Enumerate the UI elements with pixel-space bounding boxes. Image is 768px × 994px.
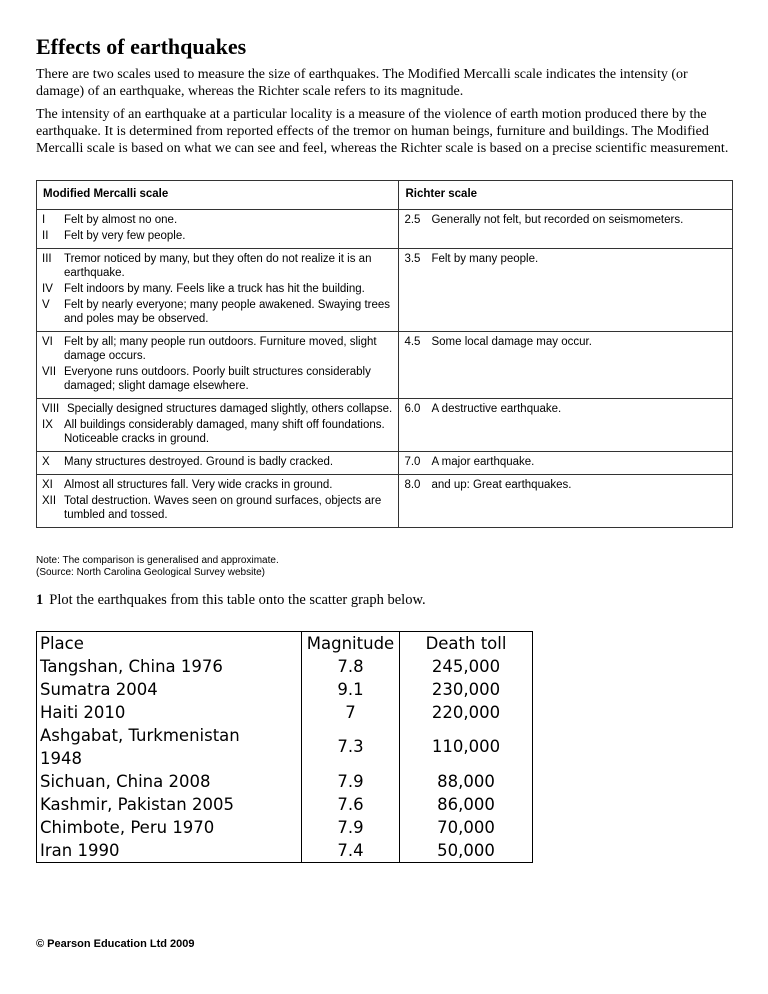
earthquake-place: Kashmir, Pakistan 2005 [40,795,234,814]
richter-description: Felt by many people. [431,253,539,265]
place-column [40,655,301,862]
earthquake-magnitude: 7.9 [337,818,364,837]
richter-cell [399,452,733,475]
richter-level [404,335,727,349]
earthquake-table [36,631,533,863]
mercalli-cell [37,210,399,249]
richter-level [404,213,727,227]
mercalli-level-number: VIII [42,403,60,415]
mercalli-level [42,229,393,243]
mercalli-level-number: XI [42,479,53,491]
mercalli-level-description: Everyone runs outdoors. Poorly built structures considerably damaged; slight damage elsewhere. [64,366,371,392]
richter-cell [399,249,733,332]
mercalli-cell [37,332,399,399]
richter-value: 6.0 [404,403,421,415]
earthquake-place: Ashgabat, Turkmenistan 1948 [40,726,240,768]
scale-row [37,249,733,332]
page-title: Effects of earthquakes [36,34,247,59]
earthquake-death-toll: 245,000 [431,657,501,676]
earthquake-death-toll: 86,000 [437,795,495,814]
scale-table-body [37,210,733,528]
richter-value: 2.5 [404,214,421,226]
magnitude-header: Magnitude [306,634,395,653]
mercalli-level [42,494,393,522]
earthquake-place: Sumatra 2004 [40,680,158,699]
mercalli-level-number: IX [42,419,53,431]
richter-cell [399,332,733,399]
richter-value: 7.0 [404,456,421,468]
mercalli-level-description: Felt by all; many people run outdoors. Furniture moved, slight damage occurs. [64,336,377,362]
mercalli-header: Modified Mercalli scale [37,181,399,210]
death-toll-column [400,655,532,862]
mercalli-level-description: Felt indoors by many. Feels like a truck has hit the building. [64,283,365,295]
magnitude-column [302,655,399,862]
richter-description: and up: Great earthquakes. [431,479,572,491]
mercalli-level-description: Total destruction. Waves seen on ground surfaces, objects are tumbled and tossed. [64,495,382,521]
mercalli-level-description: Felt by very few people. [64,230,186,242]
mercalli-cell [37,452,399,475]
mercalli-level-description: Felt by nearly everyone; many people awakened. Swaying trees and poles may be observed. [64,299,391,325]
mercalli-level-number: VII [42,366,57,378]
earthquake-death-toll: 110,000 [431,737,501,756]
richter-description: Some local damage may occur. [431,336,592,348]
mercalli-level [42,298,393,326]
mercalli-level [42,213,393,227]
scale-row [37,475,733,528]
mercalli-cell [37,475,399,528]
earthquake-magnitude: 7.6 [337,795,364,814]
scale-row [37,210,733,249]
richter-description: A destructive earthquake. [431,403,562,415]
earthquake-place: Haiti 2010 [40,703,126,722]
mercalli-level-number: X [42,456,50,468]
earthquake-death-toll: 50,000 [437,841,495,860]
scale-row [37,399,733,452]
richter-level [404,252,727,266]
earthquake-place: Chimbote, Peru 1970 [40,818,215,837]
mercalli-level-description: Tremor noticed by many, but they often do not realize it is an earthquake. [64,253,372,279]
question-text: Plot the earthquakes from this table onto the scatter graph below. [49,592,426,608]
mercalli-level-description: Many structures destroyed. Ground is badly cracked. [64,456,334,468]
earthquake-magnitude: 7 [345,703,356,722]
earthquake-death-toll: 70,000 [437,818,495,837]
earthquake-death-toll: 220,000 [431,703,501,722]
mercalli-level-number: V [42,299,50,311]
mercalli-level [42,455,393,469]
scale-row [37,332,733,399]
scale-comparison-table [36,180,733,528]
mercalli-level-number: VI [42,336,53,348]
mercalli-level-number: XII [42,495,57,507]
mercalli-level [42,402,393,416]
intro-paragraph: There are two scales used to measure the size of earthquakes. The Modified Mercalli scale indicates the intensity (or damage) of an earthquake, whereas the Richter scale refers to its magnitude. [36,67,688,99]
richter-description: A major earthquake. [431,456,535,468]
death-toll-header: Death toll [425,634,507,653]
mercalli-level-description: Felt by almost no one. [64,214,178,226]
richter-value: 8.0 [404,479,421,491]
source-line: (Source: North Carolina Geological Survey website) [36,567,265,578]
richter-header: Richter scale [399,181,733,210]
intensity-paragraph: The intensity of an earthquake at a particular locality is a measure of the violence of earth motion produced there by the earthquake. It is determined from reported effects of the tremor on human beings, furniture and buildings. The Modified Mercalli scale is based on what we can see and feel, whereas the Richter scale is based on a precise scientific measurement. [36,107,729,156]
place-header: Place [40,634,84,653]
mercalli-level [42,282,393,296]
richter-cell [399,399,733,452]
copyright-footer: © Pearson Education Ltd 2009 [36,938,195,950]
earthquake-place: Tangshan, China 1976 [40,657,223,676]
mercalli-level [42,252,393,280]
mercalli-level [42,478,393,492]
question-number: 1 [36,592,44,608]
richter-cell [399,475,733,528]
richter-level [404,455,727,469]
earthquake-magnitude: 7.3 [337,737,364,756]
mercalli-level-number: I [42,214,46,226]
richter-description: Generally not felt, but recorded on seismometers. [431,214,684,226]
mercalli-level [42,418,393,446]
richter-cell [399,210,733,249]
richter-level [404,478,727,492]
mercalli-level-description: Specially designed structures damaged slightly, others collapse. [67,403,393,415]
earthquake-magnitude: 7.4 [337,841,364,860]
note-line: Note: The comparison is generalised and approximate. [36,555,279,566]
mercalli-level-number: IV [42,283,53,295]
earthquake-death-toll: 230,000 [431,680,501,699]
richter-value: 3.5 [404,253,421,265]
earthquake-magnitude: 9.1 [337,680,364,699]
mercalli-level-description: Almost all structures fall. Very wide cracks in ground. [64,479,333,491]
mercalli-level [42,335,393,363]
mercalli-level [42,365,393,393]
mercalli-level-description: All buildings considerably damaged, many shift off foundations. Noticeable cracks in ground. [64,419,385,445]
richter-value: 4.5 [404,336,421,348]
mercalli-level-number: III [42,253,52,265]
earthquake-place: Iran 1990 [40,841,120,860]
earthquake-death-toll: 88,000 [437,772,495,791]
earthquake-table-header-row [37,632,533,863]
richter-level [404,402,727,416]
mercalli-cell [37,249,399,332]
scale-row [37,452,733,475]
mercalli-level-number: II [42,230,49,242]
earthquake-magnitude: 7.9 [337,772,364,791]
mercalli-cell [37,399,399,452]
earthquake-place: Sichuan, China 2008 [40,772,211,791]
table-note [36,555,279,579]
earthquake-magnitude: 7.8 [337,657,364,676]
question-1 [36,592,426,609]
